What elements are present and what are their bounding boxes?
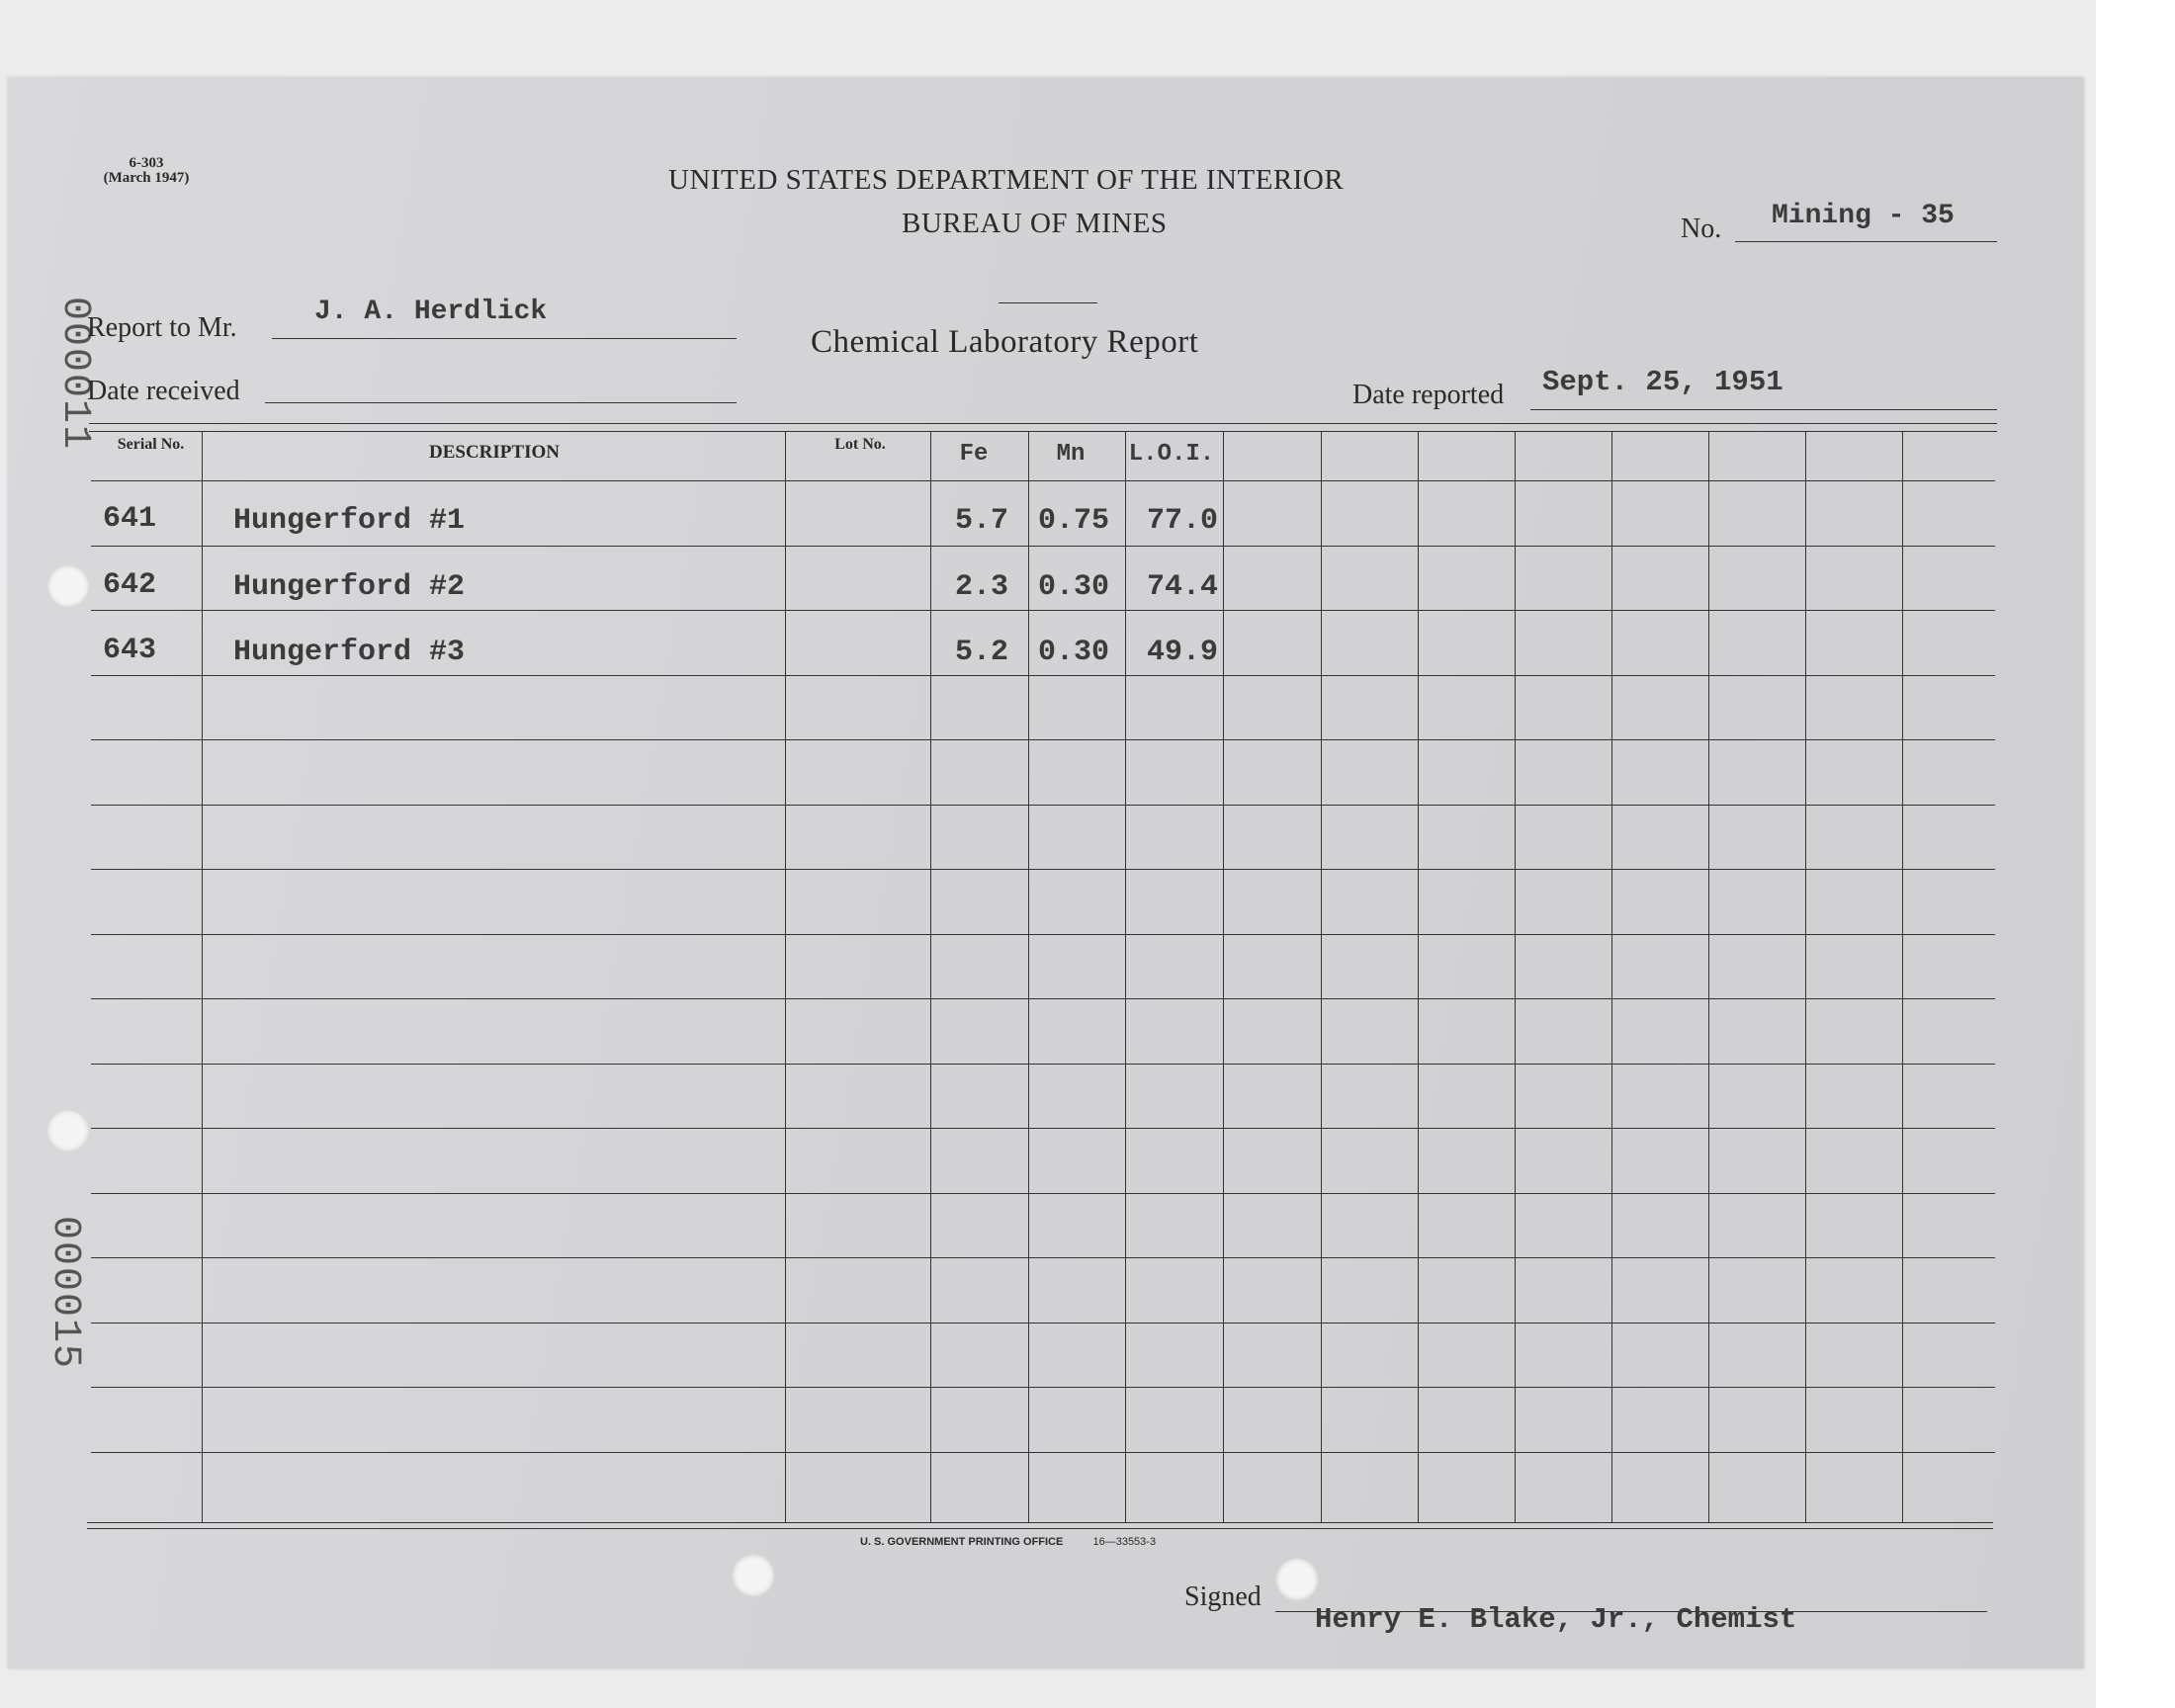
- cell-serial: 643: [103, 634, 157, 667]
- bureau-heading: BUREAU OF MINES: [902, 208, 1168, 239]
- table-row-rule: [91, 1387, 1995, 1388]
- punch-hole: [732, 1554, 775, 1597]
- cell-mn: 0.75: [1038, 504, 1110, 538]
- table-row-rule: [91, 1064, 1995, 1065]
- form-revision-date: (March 1947): [103, 170, 190, 186]
- margin-stamp-bottom: 000015: [43, 1216, 87, 1371]
- table-column-rule: [1028, 431, 1029, 1522]
- margin-stamp-top: 000011: [52, 297, 97, 452]
- date-reported-line: [1530, 409, 1997, 410]
- header-mn: Mn: [1056, 441, 1086, 468]
- header-fe: Fe: [959, 441, 989, 468]
- table-column-rule: [1125, 431, 1126, 1522]
- table-row-rule: [91, 934, 1995, 935]
- form-number: [87, 156, 206, 186]
- printing-office-name: U. S. GOVERNMENT PRINTING OFFICE: [860, 1536, 1064, 1548]
- table-column-rule: [785, 431, 786, 1522]
- table-column-rule: [1321, 431, 1322, 1522]
- department-heading: UNITED STATES DEPARTMENT OF THE INTERIOR: [668, 164, 1345, 196]
- signed-label: Signed: [1184, 1581, 1262, 1612]
- cell-serial: 642: [103, 568, 157, 602]
- report-number-line: [1735, 241, 1997, 242]
- cell-description: Hungerford #3: [233, 636, 466, 669]
- table-row-rule: [91, 1452, 1995, 1453]
- cell-description: Hungerford #2: [233, 570, 466, 604]
- table-row-rule: [91, 610, 1995, 611]
- header-serial-no: Serial No.: [117, 436, 185, 453]
- header-description: DESCRIPTION: [429, 442, 560, 463]
- table-row-rule: [91, 1323, 1995, 1324]
- table-column-rule: [1223, 431, 1224, 1522]
- print-code: 16—33553-3: [1092, 1536, 1157, 1548]
- cell-loi: 77.0: [1147, 504, 1219, 538]
- table-column-rule: [1902, 431, 1903, 1522]
- cell-serial: 641: [103, 502, 157, 536]
- report-number-label: No.: [1681, 214, 1722, 244]
- table-column-rule: [202, 431, 203, 1522]
- date-received-line: [265, 402, 737, 403]
- table-top-rule-2: [89, 431, 1997, 432]
- cell-loi: 49.9: [1147, 636, 1219, 669]
- table-row-rule: [91, 480, 1995, 481]
- table-row-rule: [91, 869, 1995, 870]
- header-lot-no: Lot No.: [834, 436, 886, 453]
- printing-office-imprint: [860, 1536, 1156, 1548]
- table-row-rule: [91, 1128, 1995, 1129]
- header-loi: L.O.I.: [1128, 441, 1215, 468]
- table-column-rule: [1418, 431, 1419, 1522]
- form-number-code: 6-303: [129, 155, 164, 171]
- cell-fe: 2.3: [955, 570, 1009, 604]
- punch-hole: [46, 1109, 90, 1153]
- cell-mn: 0.30: [1038, 636, 1110, 669]
- table-column-rule: [1515, 431, 1516, 1522]
- table-row-rule: [91, 675, 1995, 676]
- date-reported-value: Sept. 25, 1951: [1542, 366, 1784, 398]
- report-number-value: Mining - 35: [1772, 201, 1955, 231]
- punch-hole: [1275, 1558, 1319, 1601]
- table-row-rule: [91, 1193, 1995, 1194]
- table-row-rule: [91, 998, 1995, 999]
- report-title: Chemical Laboratory Report: [811, 324, 1199, 360]
- punch-hole: [46, 564, 90, 608]
- cell-fe: 5.2: [955, 636, 1009, 669]
- table-top-rule: [89, 423, 1997, 424]
- table-row-rule: [91, 1257, 1995, 1258]
- date-reported-label: Date reported: [1352, 380, 1505, 410]
- date-received-label: Date received: [87, 376, 240, 406]
- table-column-rule: [930, 431, 931, 1522]
- table-row-rule: [91, 805, 1995, 806]
- table-bottom-rule: [87, 1528, 1993, 1529]
- table-column-rule: [1708, 431, 1709, 1522]
- table-column-rule: [1611, 431, 1612, 1522]
- report-to-value: J. A. Herdlick: [314, 297, 548, 327]
- cell-loi: 74.4: [1147, 570, 1219, 604]
- table-row-rule: [91, 546, 1995, 547]
- table-bottom-rule: [87, 1522, 1993, 1523]
- title-divider: [999, 302, 1097, 303]
- table-row-rule: [91, 739, 1995, 740]
- report-to-label: Report to Mr.: [87, 312, 237, 343]
- signature-value: Henry E. Blake, Jr., Chemist: [1315, 1603, 1797, 1636]
- report-to-line: [272, 338, 737, 339]
- table-column-rule: [1805, 431, 1806, 1522]
- cell-fe: 5.7: [955, 504, 1009, 538]
- cell-mn: 0.30: [1038, 570, 1110, 604]
- cell-description: Hungerford #1: [233, 504, 466, 538]
